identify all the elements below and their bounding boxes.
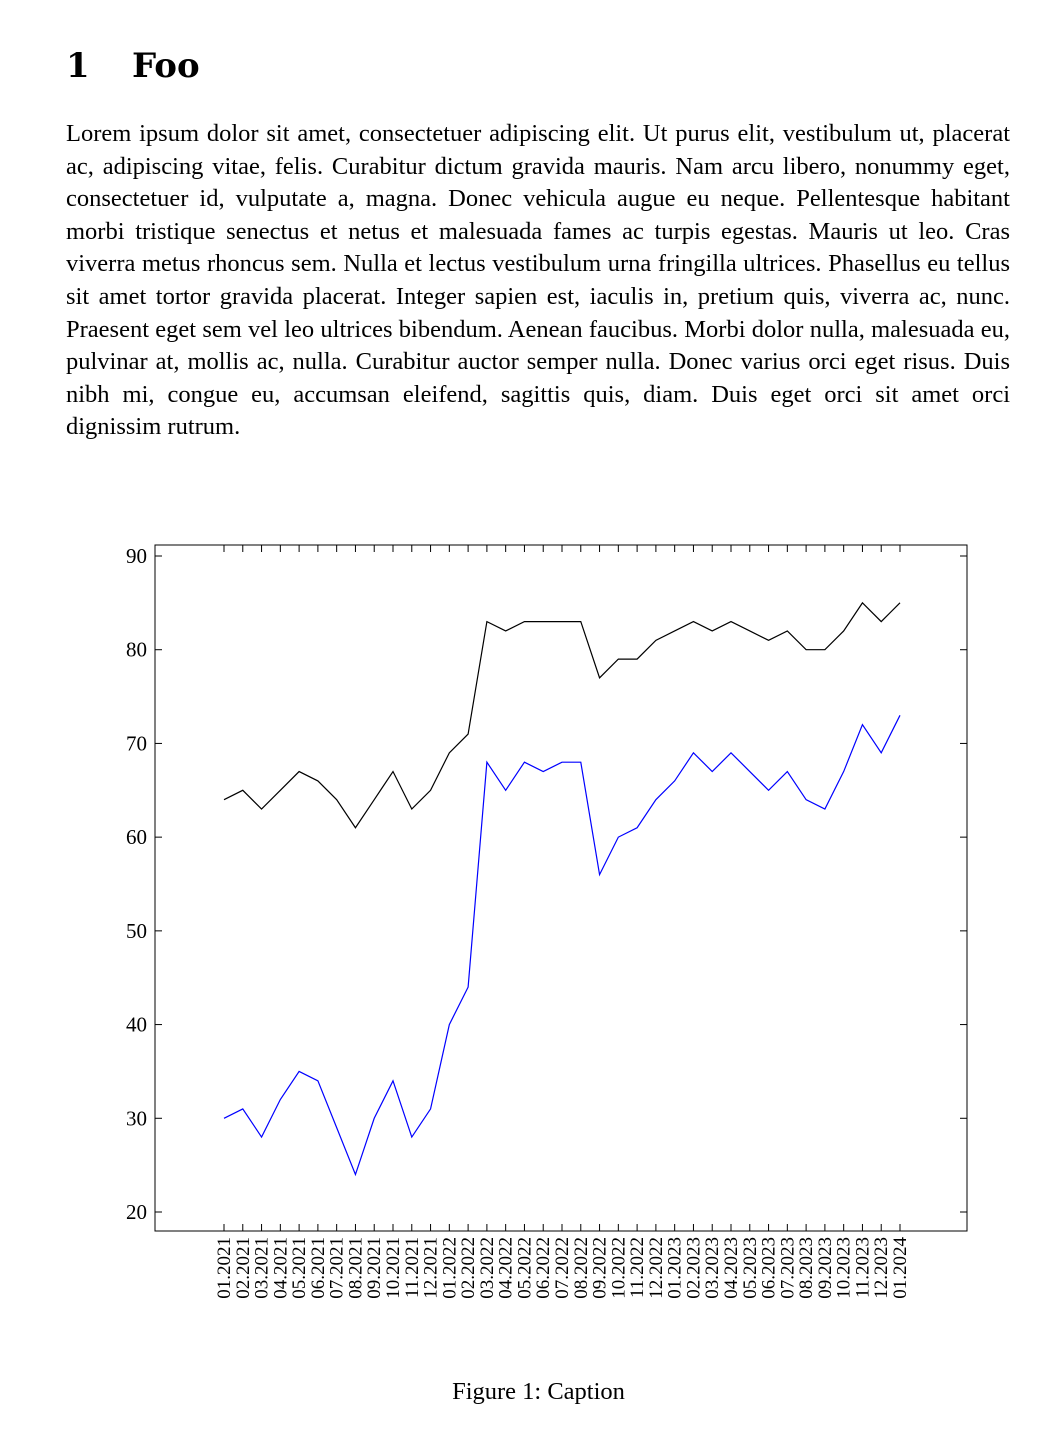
body-paragraph: Lorem ipsum dolor sit amet, consectetuer adipiscing elit. Ut purus elit, vestibulum ut, placerat ac, adipiscing vitae, felis. Curabitur dictum gravida mauris. Nam arcu libero, nonummy eget, consectetuer id, vulputate a, magna. Donec vehicula augue eu neque. Pellentesque habitant morbi tristique senectus et netus et malesuada fames ac turpis egestas. Mauris ut leo. Cras viverra metus rhoncus sem. Nulla et lectus vestibulum urna fringilla ultrices. Phasellus eu tellus sit amet tortor gravida placerat. Integer sapien est, iaculis in, pretium quis, viverra ac, nunc. Praesent eget sem vel leo ultrices bibendum. Aenean faucibus. Morbi dolor nulla, malesuada eu, pulvinar at, mollis ac, nulla. Curabitur auctor semper nulla. Donec varius orci eget risus. Duis nibh mi, congue eu, accumsan eleifend, sagittis quis, diam. Duis eget orci sit amet orci dignissim rutrum.	[66, 120, 1010, 441]
x-tick-label: 05.2023	[739, 1237, 761, 1299]
x-tick-label: 07.2021	[326, 1237, 348, 1299]
x-tick-label: 04.2021	[270, 1237, 292, 1299]
x-tick-label: 10.2023	[833, 1237, 855, 1299]
x-tick-label: 11.2023	[852, 1237, 874, 1299]
y-tick-label: 40	[126, 1012, 147, 1037]
x-tick-label: 04.2023	[721, 1237, 742, 1299]
x-tick-label: 10.2022	[608, 1237, 630, 1299]
x-tick-label: 02.2021	[232, 1237, 254, 1299]
plot-frame	[155, 545, 967, 1231]
x-tick-label: 01.2021	[214, 1237, 235, 1299]
x-tick-label: 05.2021	[289, 1237, 311, 1299]
x-tick-label: 01.2023	[664, 1237, 686, 1299]
y-tick-label: 20	[126, 1200, 147, 1224]
section-number: 1	[66, 46, 90, 86]
x-tick-label: 01.2022	[439, 1237, 461, 1299]
x-tick-label: 07.2023	[777, 1237, 799, 1299]
y-tick-label: 50	[126, 918, 147, 943]
x-tick-label: 04.2022	[495, 1237, 517, 1299]
x-tick-label: 07.2022	[552, 1237, 573, 1299]
figure-caption: Figure 1: Caption	[452, 1378, 625, 1405]
x-tick-label: 09.2021	[364, 1237, 386, 1299]
x-tick-label: 05.2022	[514, 1237, 536, 1299]
x-tick-label: 03.2022	[476, 1237, 498, 1299]
line-chart	[0, 530, 1051, 1370]
x-tick-label: 01.2024	[890, 1237, 911, 1299]
y-tick-label: 80	[126, 637, 147, 662]
x-tick-label: 06.2023	[758, 1237, 780, 1299]
section-title: Foo	[132, 46, 200, 86]
x-tick-label: 03.2023	[702, 1237, 724, 1299]
x-tick-label: 08.2021	[345, 1237, 367, 1299]
x-tick-label: 08.2023	[796, 1237, 818, 1299]
x-tick-label: 08.2022	[570, 1237, 592, 1299]
y-tick-label: 30	[126, 1106, 147, 1131]
y-tick-label: 60	[126, 825, 147, 850]
series-line-1	[224, 603, 900, 828]
x-tick-label: 09.2022	[589, 1237, 611, 1299]
y-tick-label: 90	[126, 544, 147, 568]
x-tick-label: 11.2021	[401, 1237, 423, 1299]
section-heading	[66, 46, 200, 86]
x-tick-label: 06.2022	[533, 1237, 555, 1299]
x-tick-label: 12.2022	[645, 1237, 667, 1299]
x-tick-label: 12.2021	[420, 1237, 442, 1299]
y-tick-label: 70	[126, 731, 147, 756]
x-tick-label: 12.2023	[871, 1237, 893, 1299]
x-tick-label: 10.2021	[383, 1237, 404, 1299]
x-tick-label: 02.2023	[683, 1237, 705, 1299]
x-tick-label: 03.2021	[251, 1237, 273, 1299]
x-tick-label: 02.2022	[458, 1237, 480, 1299]
x-tick-label: 06.2021	[307, 1237, 329, 1299]
series-line-2	[224, 715, 900, 1174]
x-tick-label: 11.2022	[627, 1237, 649, 1299]
x-tick-label: 09.2023	[814, 1237, 836, 1299]
